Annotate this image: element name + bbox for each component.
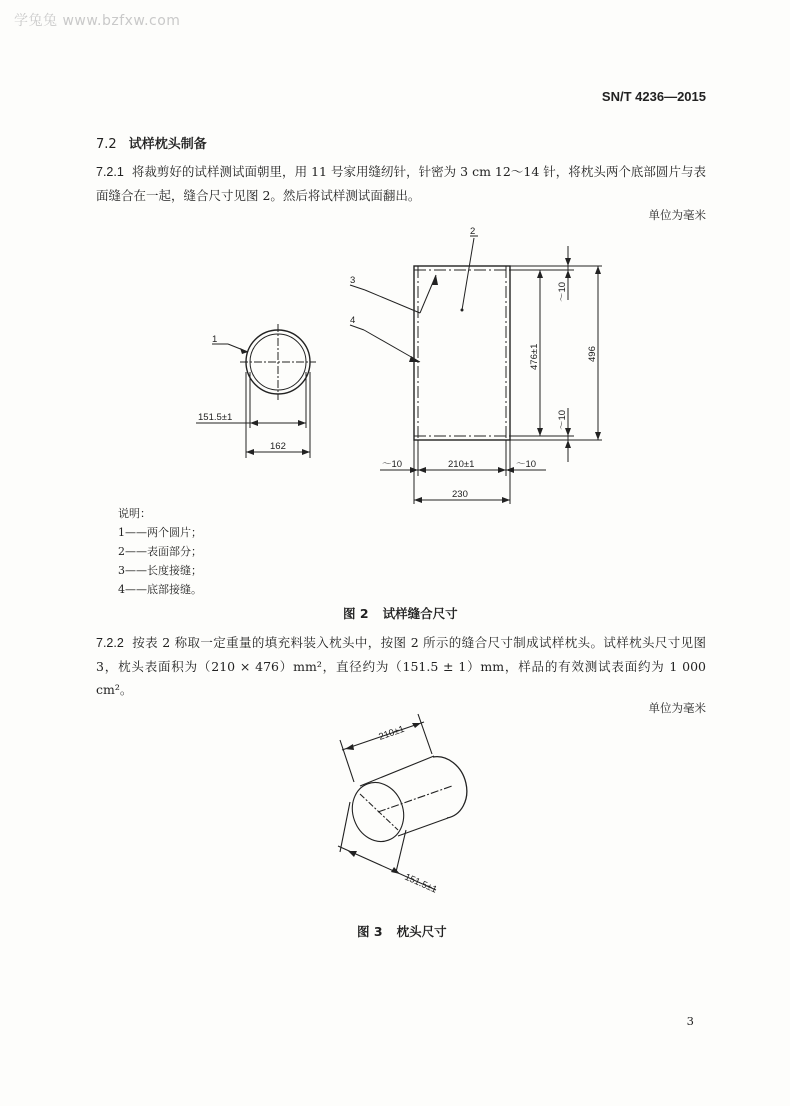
section-number: 7.2 [96, 137, 117, 152]
legend-item: 1——两个圆片； [118, 526, 202, 539]
dim-height-total: 496 [587, 346, 598, 362]
ext-line [396, 830, 406, 872]
paragraph-7-2-2 [96, 631, 706, 701]
dim-circle-diameter: 151.5±1 [198, 412, 233, 423]
dim-diameter: 151.5±1 [402, 871, 439, 896]
section-title: 试样枕头制备 [128, 137, 207, 152]
fig2-label-3: 3 [350, 275, 356, 286]
legend-item: 4——底部接缝。 [118, 583, 202, 596]
page-number: 3 [686, 1014, 694, 1028]
leader-3 [420, 275, 436, 313]
leader-dot [461, 309, 464, 312]
caption-number: 图 3 [357, 924, 383, 939]
legend-title: 说明： [118, 507, 151, 520]
arrowhead [565, 270, 571, 278]
arrowhead [565, 440, 571, 448]
arrowhead [250, 420, 258, 426]
figure-2-caption [343, 604, 458, 622]
arrowhead [414, 497, 422, 503]
dim-circle-width: 162 [270, 441, 286, 452]
dim-left-seam: ～10 [382, 459, 403, 470]
cylinder-edge-top [360, 756, 434, 786]
ext-line [418, 714, 432, 754]
legend-item: 3——长度接缝； [118, 564, 202, 577]
fig2-label-4: 4 [350, 315, 356, 326]
arrowhead [498, 467, 506, 473]
ext-line [340, 802, 350, 852]
watermark: 学兔兔 www.bzfxw.com [14, 13, 181, 29]
fig2-label-2: 2 [470, 226, 476, 237]
arrowhead [565, 258, 571, 266]
cylinder-end-back [433, 757, 467, 818]
caption-number: 图 2 [343, 606, 369, 621]
arrowhead [537, 270, 543, 278]
paragraph-number: 7.2.1 [96, 165, 124, 179]
dim-bottom-seam: ～10 [557, 409, 568, 430]
paragraph-number: 7.2.2 [96, 636, 124, 650]
paragraph-text: 按表 2 称取一定重量的填充料装入枕头中，按图 2 所示的缝合尺寸制成试样枕头。试样枕头尺寸见图 3，枕头表面积为（210 × 476）mm²，直径约为（151.5 ± 1）mm，样品的有效测试表面约为 1 000 cm²。 [96, 635, 706, 697]
arrowhead [345, 744, 354, 750]
figure-3-drawing [0, 700, 790, 910]
legend-item: 2——表面部分； [118, 545, 202, 558]
dim-width-inner: 210±1 [448, 459, 475, 470]
caption-title: 试样缝合尺寸 [382, 606, 458, 621]
leader-3 [365, 290, 420, 313]
dim-width-total: 230 [452, 489, 468, 500]
arrowhead [502, 497, 510, 503]
arrowhead [391, 867, 400, 874]
paragraph-text: 将裁剪好的试样测试面朝里，用 11 号家用缝纫针，针密为 3 cm 12～14 针，将枕头两个底部圆片与表面缝合在一起，缝合尺寸见图 2。然后将试样测试面翻出。 [96, 164, 706, 203]
unit-label-fig2: 单位为毫米 [648, 208, 706, 222]
arrowhead [537, 428, 543, 436]
fig2-label-1: 1 [212, 334, 218, 345]
dim-height-inner: 476±1 [529, 343, 540, 370]
cylinder-axis [378, 786, 452, 812]
leader-2 [462, 238, 474, 310]
dim-right-seam: ～10 [516, 459, 537, 470]
arrowhead [298, 420, 306, 426]
arrowhead [418, 467, 426, 473]
standard-number: SN/T 4236—2015 [601, 89, 706, 104]
arrowhead [302, 449, 310, 455]
dim-length: 210±1 [377, 723, 406, 743]
cylinder-end-centerline [360, 794, 398, 830]
arrowhead [595, 432, 601, 440]
figure-2-drawing [0, 0, 790, 520]
unit-label-fig3: 单位为毫米 [648, 701, 706, 715]
arrowhead [246, 449, 254, 455]
fig2-legend [118, 504, 202, 599]
dim-top-seam: ～10 [557, 281, 568, 302]
figure-3-caption [357, 922, 447, 940]
arrowhead [595, 266, 601, 274]
caption-title: 枕头尺寸 [396, 924, 447, 939]
